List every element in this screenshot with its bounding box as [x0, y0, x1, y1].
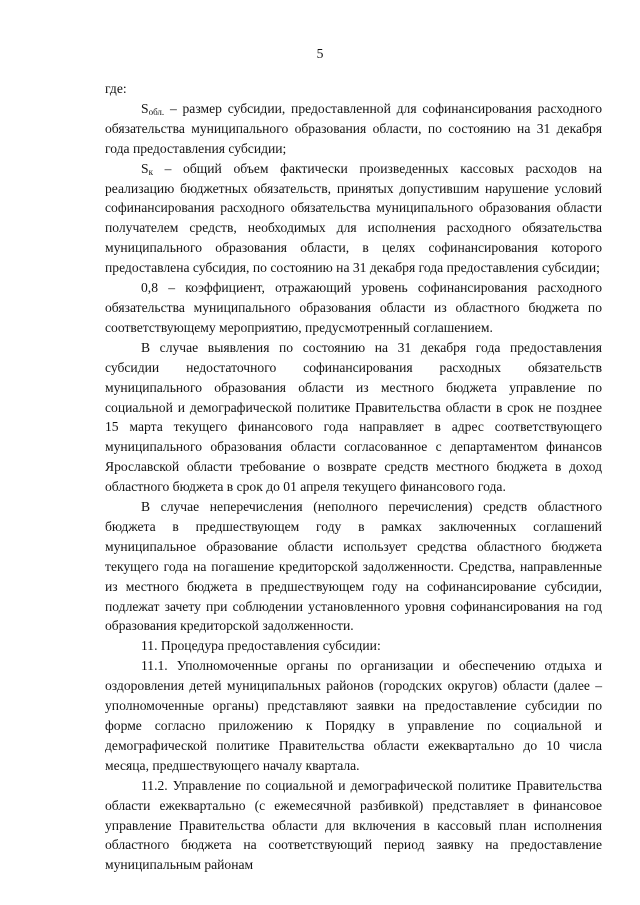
section-11-1: 11.1. Уполномоченные органы по организации и обеспечению отдыха и оздоровления детей муниципальных районов (городских округов) области (далее – уполномоченные органы) представляют заявки на предоставление субсидии по форме согласно приложению к Порядку в управление по социальной и демографической политике Правительства области ежеквартально до 10 числа месяца, предшествующего началу квартала. — [105, 658, 602, 773]
symbol-s-k: $S_к$ — [141, 160, 153, 177]
definition-s-k-text: – общий объем фактически произведенных кассовых расходов на реализацию бюджетных обязательств, принятых допустившим нарушение условий софинансирования расходного обязательства муниципального образования области получателем средств, необходимых для исполнения расходного обязательства муниципального образования области, в целях софинансирования которого предоставлена субсидия, по состоянию на 31 декабря года предоставления субсидии; — [105, 160, 602, 276]
definition-s-obl-text: – размер субсидии, предоставленной для софинансирования расходного обязательства муниципального образования области, по состоянию на 31 декабря года предоставления субсидии; — [105, 100, 602, 156]
section-11-heading: 11. Процедура предоставления субсидии: — [141, 638, 381, 654]
paragraph-shortfall: В случае выявления по состоянию на 31 декабря года предоставления субсидии недостаточного софинансирования расходных обязательств муниципального образования области из местного бюджета управление по социальной и демографической политике Правительства области в срок не позднее 15 марта текущего финансового года направляет в адрес соответствующего муниципального образования области согласованное с департаментом финансов Ярославской области требование о возврате средств местного бюджета в доход областного бюджета в срок до 01 апреля текущего финансового года. — [105, 339, 602, 495]
document-body — [105, 79, 602, 875]
section-11-2: 11.2. Управление по социальной и демографической политике Правительства области ежеквартально (с ежемесячной разбивкой) представляет в финансовое управление Правительства области для включения в кассовый план исполнения областного бюджета на соответствующий период заявку на предоставление муниципальным районам — [105, 777, 602, 873]
definition-coefficient: 0,8 – коэффициент, отражающий уровень софинансирования расходного обязательства муниципального образования области из областного бюджета по соответствующему мероприятию, предусмотренный соглашением. — [105, 280, 602, 335]
intro-line: где: — [105, 81, 127, 96]
symbol-s-obl: $S_{обл.}$ — [141, 100, 165, 117]
definition-s-k — [105, 159, 602, 278]
definition-s-obl — [105, 99, 602, 159]
paragraph-nontransfer: В случае неперечисления (неполного перечисления) средств областного бюджета в предшествующем году в рамках заключенных соглашений муниципальное образование области использует средства областного бюджета текущего года на погашение кредиторской задолженности. Средства, направленные из местного бюджета в предшествующем году на софинансирование субсидии, подлежат зачету при соблюдении установленного уровня софинансирования на год образования кредиторской задолженности. — [105, 499, 602, 634]
page-number: 5 — [316, 46, 324, 61]
